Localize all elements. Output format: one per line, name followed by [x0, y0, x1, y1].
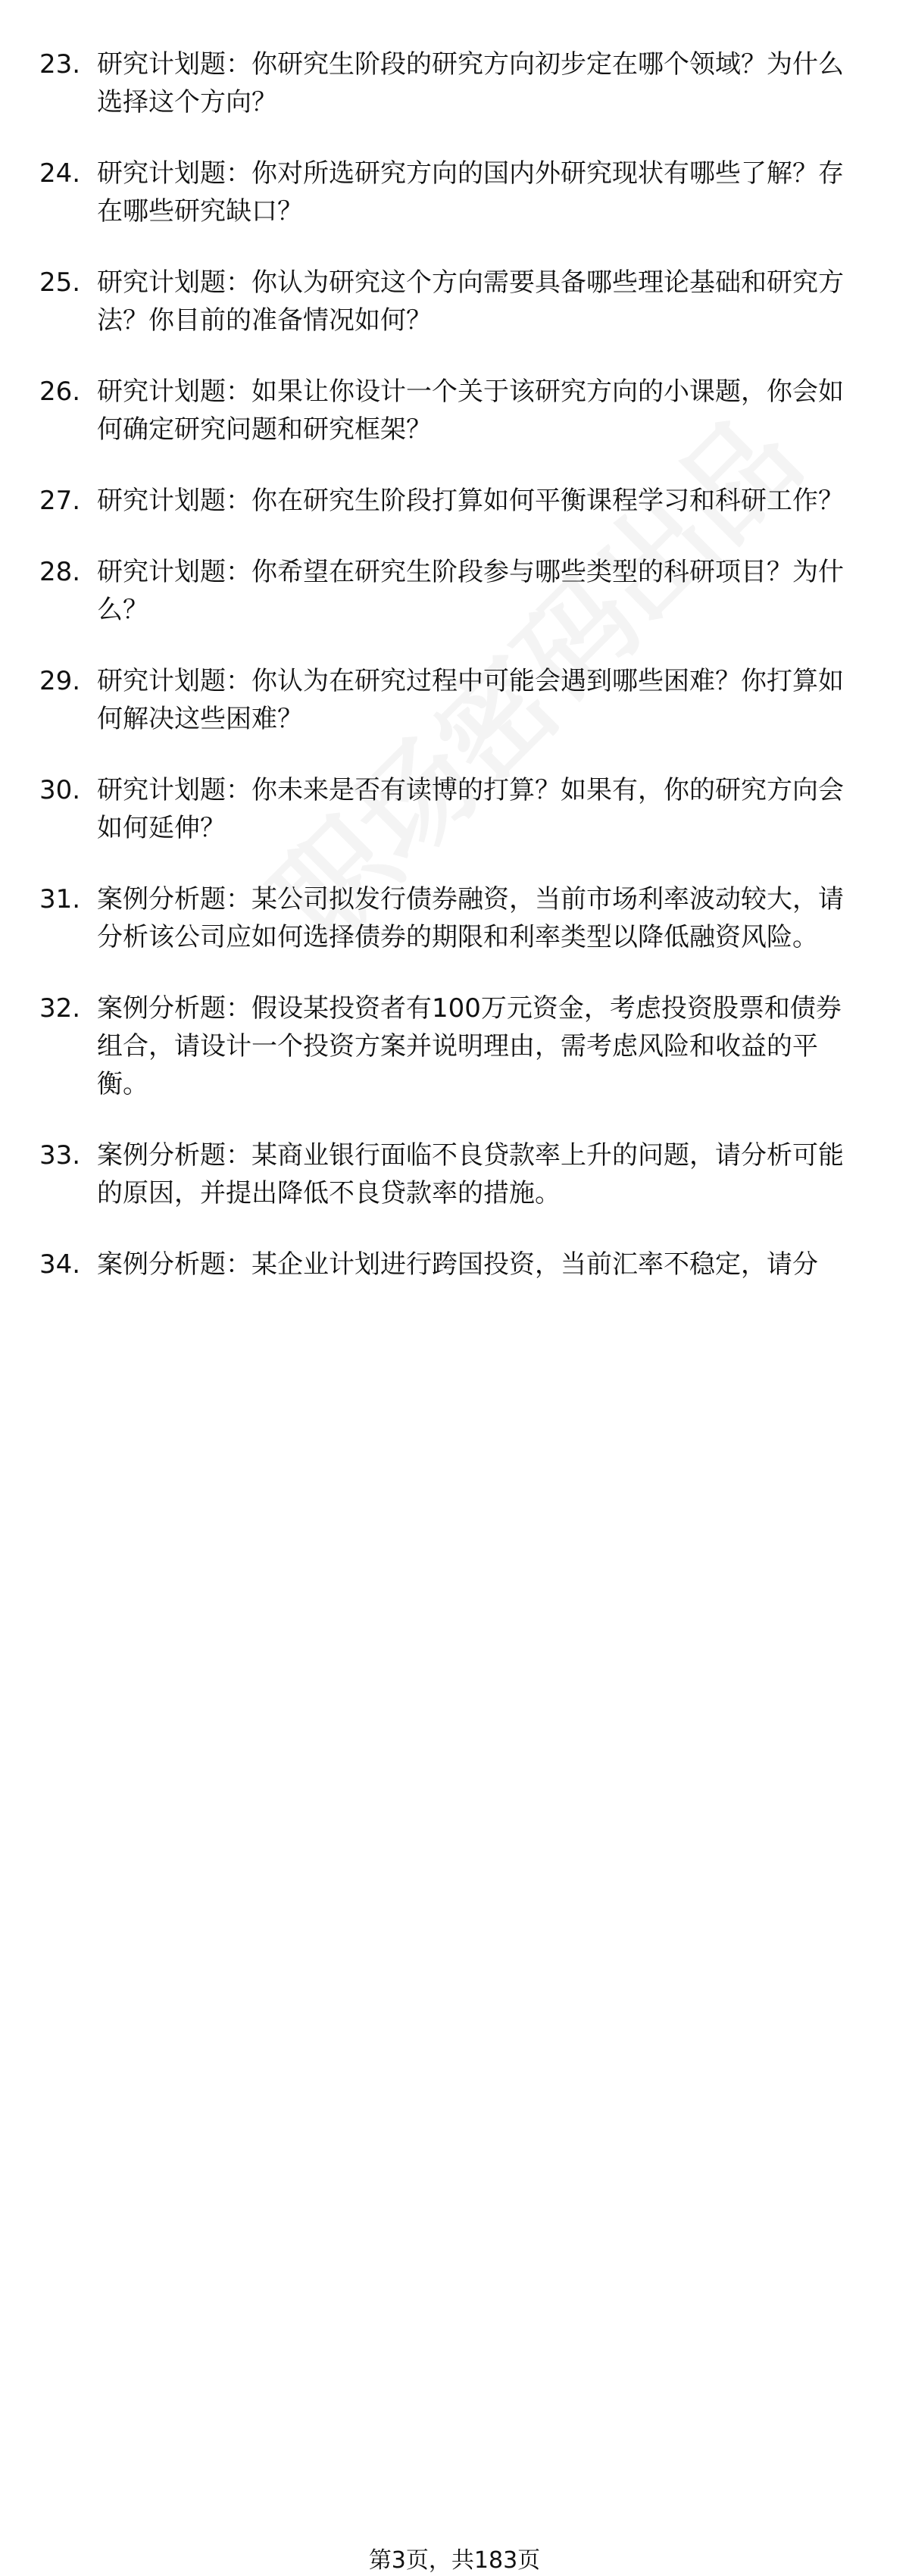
question-text: 研究计划题：你研究生阶段的研究方向初步定在哪个领域？为什么选择这个方向？ — [97, 49, 844, 117]
question-text: 案例分析题：某企业计划进行跨国投资，当前汇率不稳定，请分 — [97, 1249, 818, 1280]
question-text: 案例分析题：假设某投资者有100万元资金，考虑投资股票和债券组合，请设计一个投资方案并说明理由，需考虑风险和收益的平衡。 — [97, 993, 842, 1099]
question-text: 研究计划题：你在研究生阶段打算如何平衡课程学习和科研工作？ — [97, 486, 844, 516]
question-item-28 — [39, 553, 865, 629]
question-number: 29. — [39, 666, 81, 696]
question-number: 28. — [39, 557, 81, 587]
question-number: 27. — [39, 486, 81, 516]
question-number: 25. — [39, 267, 81, 298]
question-number: 23. — [39, 49, 81, 80]
question-item-34 — [39, 1246, 865, 1283]
question-item-24 — [39, 155, 865, 230]
page-number-footer: 第3页，共183页 — [368, 2547, 541, 2574]
question-item-33 — [39, 1136, 865, 1212]
question-text: 研究计划题：你未来是否有读博的打算？如果有，你的研究方向会如何延伸？ — [97, 775, 844, 843]
question-text: 研究计划题：如果让你设计一个关于该研究方向的小课题，你会如何确定研究问题和研究框架？ — [97, 377, 844, 445]
question-text: 研究计划题：你对所选研究方向的国内外研究现状有哪些了解？存在哪些研究缺口？ — [97, 158, 844, 227]
question-item-31 — [39, 880, 865, 956]
question-number: 31. — [39, 884, 81, 914]
question-text: 研究计划题：你希望在研究生阶段参与哪些类型的科研项目？为什么？ — [97, 557, 844, 625]
question-number: 33. — [39, 1140, 81, 1171]
question-item-32 — [39, 989, 865, 1103]
question-item-23 — [39, 45, 865, 121]
question-item-30 — [39, 771, 865, 847]
question-item-26 — [39, 373, 865, 449]
question-list — [39, 45, 865, 1283]
question-number: 34. — [39, 1249, 81, 1280]
question-item-29 — [39, 662, 865, 738]
question-text: 案例分析题：某商业银行面临不良贷款率上升的问题，请分析可能的原因，并提出降低不良贷款率的措施。 — [97, 1140, 844, 1208]
question-text: 研究计划题：你认为研究这个方向需要具备哪些理论基础和研究方法？你目前的准备情况如何？ — [97, 267, 844, 336]
question-text: 案例分析题：某公司拟发行债券融资，当前市场利率波动较大，请分析该公司应如何选择债券的期限和利率类型以降低融资风险。 — [97, 884, 844, 952]
question-number: 26. — [39, 377, 81, 407]
question-number: 30. — [39, 775, 81, 805]
question-item-27 — [39, 482, 865, 520]
question-number: 32. — [39, 993, 81, 1024]
question-number: 24. — [39, 158, 81, 189]
question-item-25 — [39, 264, 865, 339]
question-text: 研究计划题：你认为在研究过程中可能会遇到哪些困难？你打算如何解决这些困难？ — [97, 666, 844, 734]
